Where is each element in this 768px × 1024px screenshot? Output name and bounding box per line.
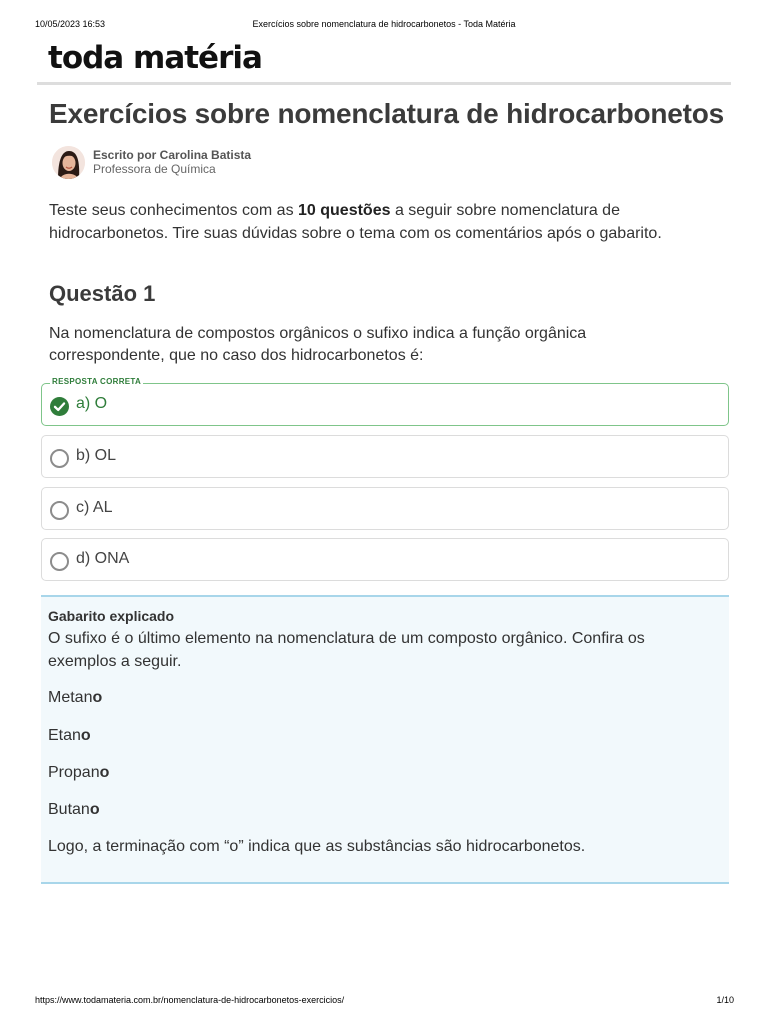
site-logo[interactable]: toda matéria	[48, 40, 262, 76]
author-avatar[interactable]	[52, 146, 85, 179]
example-stem: Metan	[48, 689, 93, 706]
example-item	[48, 689, 102, 707]
intro-highlight: 10 questões	[298, 202, 391, 219]
page-title: Exercícios sobre nomenclatura de hidrocarbonetos	[49, 98, 725, 129]
answer-option-c[interactable]	[41, 487, 729, 530]
intro-paragraph	[49, 199, 719, 245]
author-name[interactable]: Escrito por Carolina Batista	[93, 148, 252, 162]
example-suffix: o	[80, 727, 91, 744]
answer-option-label: c) AL	[76, 499, 113, 516]
example-suffix: o	[92, 689, 103, 706]
answer-option-b[interactable]	[41, 435, 729, 478]
example-item	[48, 801, 100, 819]
explanation-text: O sufixo é o último elemento na nomenclatura de um composto orgânico. Confira os exemplos a seguir.	[48, 630, 645, 670]
example-suffix: o	[99, 764, 110, 781]
print-header	[0, 19, 768, 31]
example-stem: Etan	[48, 727, 81, 744]
question-text: Na nomenclatura de compostos orgânicos o sufixo indica a função orgânica correspondente, que no caso dos hidrocarbonetos é:	[49, 325, 587, 364]
intro-text-start: Teste seus conhecimentos com as	[49, 202, 299, 219]
check-circle-icon	[50, 397, 69, 416]
radio-empty-icon	[50, 449, 69, 468]
answer-option-label: b) OL	[76, 447, 117, 464]
example-stem: Butan	[48, 801, 90, 818]
explanation-conclusion: Logo, a terminação com “o” indica que as substâncias são hidrocarbonetos.	[48, 838, 586, 855]
header-divider	[37, 82, 731, 85]
print-date: 10/05/2023 16:53	[35, 19, 106, 29]
radio-empty-icon	[50, 552, 69, 571]
author-role: Professora de Química	[93, 162, 216, 176]
answer-option-label: d) ONA	[76, 550, 130, 567]
answer-option-label: a) O	[76, 395, 108, 412]
example-item	[48, 727, 91, 745]
avatar-portrait-icon	[52, 146, 85, 179]
explanation-title: Gabarito explicado	[48, 608, 175, 624]
answer-explanation-box	[41, 595, 729, 884]
example-suffix: o	[89, 801, 100, 818]
example-item	[48, 764, 109, 782]
answer-option-d[interactable]	[41, 538, 729, 581]
answer-option-a[interactable]	[41, 377, 729, 426]
correct-answer-tag: RESPOSTA CORRETA	[52, 377, 142, 386]
print-page-number: 1/10	[716, 995, 734, 1005]
example-stem: Propan	[48, 764, 100, 781]
question-title: Questão 1	[49, 281, 156, 306]
print-title: Exercícios sobre nomenclatura de hidrocarbonetos - Toda Matéria	[252, 19, 516, 29]
print-footer	[0, 995, 768, 1007]
print-url: https://www.todamateria.com.br/nomenclatura-de-hidrocarbonetos-exercicios/	[35, 995, 345, 1005]
intro-text-end: a seguir sobre nomenclatura de hidrocarbonetos. Tire suas dúvidas sobre o tema com os comentários após o gabarito.	[49, 202, 662, 242]
radio-empty-icon	[50, 501, 69, 520]
